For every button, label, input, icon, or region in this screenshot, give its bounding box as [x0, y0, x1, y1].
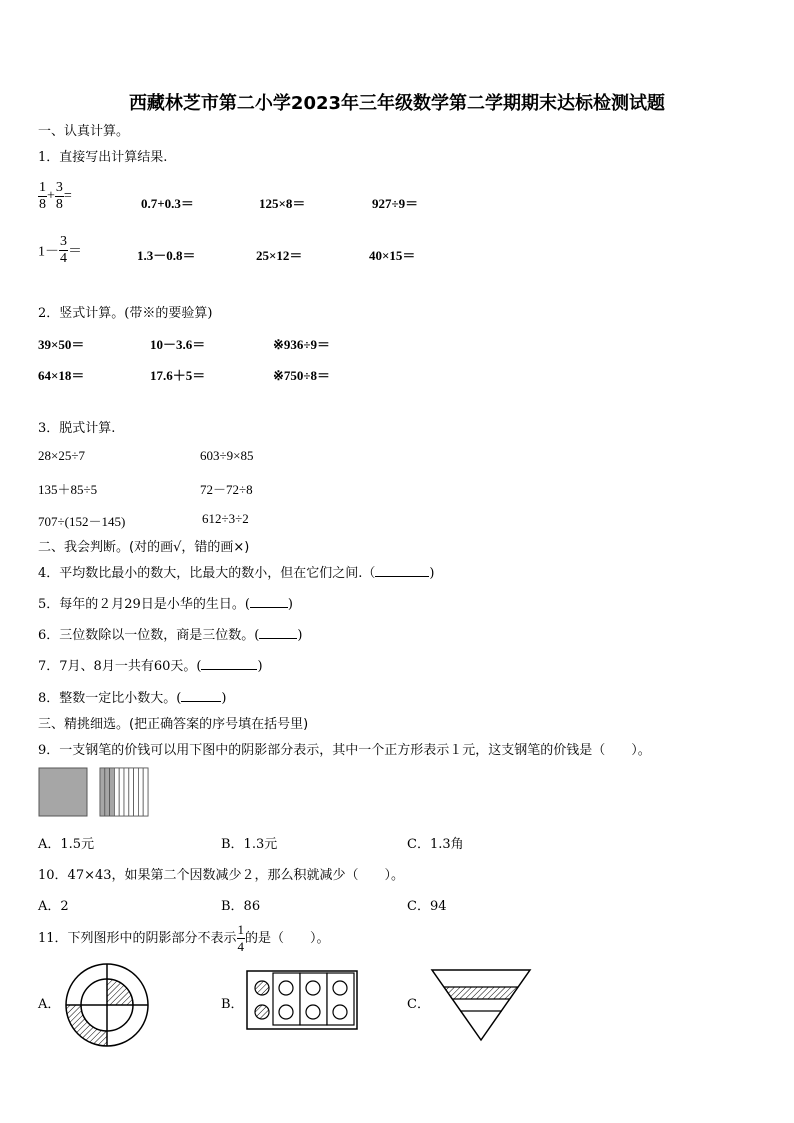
q2-item: ※936÷9＝	[273, 337, 331, 352]
fraction: $\frac{3}{8}$	[55, 180, 63, 212]
q3-label: 3．脱式计算.	[38, 421, 116, 436]
judge-item: 4．平均数比最小的数大，比最大的数小，但在它们之间.（ )	[38, 566, 435, 581]
fraction: $\frac{1}{8}$	[39, 180, 46, 212]
q1-row1-item: 0.7+0.3＝	[141, 196, 194, 211]
judge-item: 8．整数一定比小数大。( )	[38, 691, 227, 706]
judge-item: 5．每年的２月29日是小华的生日。( )	[38, 597, 293, 612]
strip	[138, 768, 143, 816]
q3-item: 28×25÷7	[38, 448, 85, 463]
q10-text: 10．47×43，如果第二个因数减少２，那么积就减少（ ）。	[38, 868, 405, 883]
q3-item: 72－72÷8	[200, 482, 253, 497]
q2-item: 64×18＝	[38, 368, 85, 383]
q3-item: 135＋85÷5	[38, 482, 98, 497]
fraction: $\frac{1}{4}$	[237, 922, 245, 954]
q9-option-c: C．1.3角	[407, 837, 464, 852]
judge-item: 7．7月、8月一共有60天。( )	[38, 659, 263, 674]
q9-text: 9．一支钢笔的价钱可以用下图中的阴影部分表示，其中一个正方形表示１元，这支钢笔的价钱是（ ）。	[38, 743, 651, 758]
q11-text: 11．下列图形中的阴影部分不表示 $\frac{1}{4}$ 的是（ ）。	[38, 922, 330, 954]
q2-item: 17.6＋5＝	[150, 368, 206, 383]
shaded-strip	[105, 768, 110, 816]
q11-figure-a	[62, 962, 154, 1048]
q1-row1-fraction-expr: $\frac{1}{8}$ + $\frac{3}{8}$ =	[39, 180, 72, 212]
q11-label-b: B．	[221, 997, 244, 1012]
q9-option-a: A．1.5元	[38, 837, 95, 852]
q11-label-c: C．	[407, 997, 430, 1012]
judge-item: 6．三位数除以一位数，商是三位数。( )	[38, 628, 303, 643]
strip	[119, 768, 124, 816]
q2-item: 10－3.6＝	[150, 337, 206, 352]
q11-figure-c	[430, 966, 534, 1042]
q1-label: 1．直接写出计算结果.	[38, 150, 168, 165]
q1-row2-fraction-expr: 1－ $\frac{3}{4}$ ＝	[38, 234, 82, 266]
strip	[143, 768, 148, 816]
q10-option-b: B．86	[221, 899, 261, 914]
q9-figure	[38, 767, 158, 819]
strip	[114, 768, 119, 816]
q1-row2-item: 40×15＝	[369, 248, 416, 263]
strip	[134, 768, 139, 816]
q2-item: 39×50＝	[38, 337, 85, 352]
section2-heading: 二、我会判断。(对的画√，错的画×)	[38, 540, 250, 555]
shaded-strip	[110, 768, 115, 816]
section3-heading: 三、精挑细选。(把正确答案的序号填在括号里)	[38, 717, 309, 732]
q3-item: 603÷9×85	[200, 448, 254, 463]
stripe-group	[100, 768, 148, 816]
q11-label-a: A．	[38, 997, 61, 1012]
q2-item: ※750÷8＝	[273, 368, 331, 383]
fraction: $\frac{3}{4}$	[60, 234, 67, 266]
q2-label: 2．竖式计算。(带※的要验算)	[38, 306, 213, 321]
q11-figure-b	[246, 970, 360, 1032]
q1-row1-item: 927÷9＝	[372, 196, 419, 211]
q1-row2-item: 25×12＝	[256, 248, 303, 263]
strip	[129, 768, 134, 816]
q10-option-a: A．2	[38, 899, 69, 914]
page-title: 西藏林芝市第二小学2023年三年级数学第二学期期末达标检测试题	[128, 93, 666, 114]
q1-row2-item: 1.3－0.8＝	[137, 248, 196, 263]
q3-item: 707÷(152－145)	[38, 514, 126, 529]
section1-heading: 一、认真计算。	[38, 124, 130, 139]
q10-option-c: C．94	[407, 899, 447, 914]
shaded-square	[39, 768, 87, 816]
shaded-strip	[100, 768, 105, 816]
q3-item: 612÷3÷2	[202, 511, 249, 526]
q1-row1-item: 125×8＝	[259, 196, 306, 211]
strip	[124, 768, 129, 816]
q9-option-b: B．1.3元	[221, 837, 278, 852]
